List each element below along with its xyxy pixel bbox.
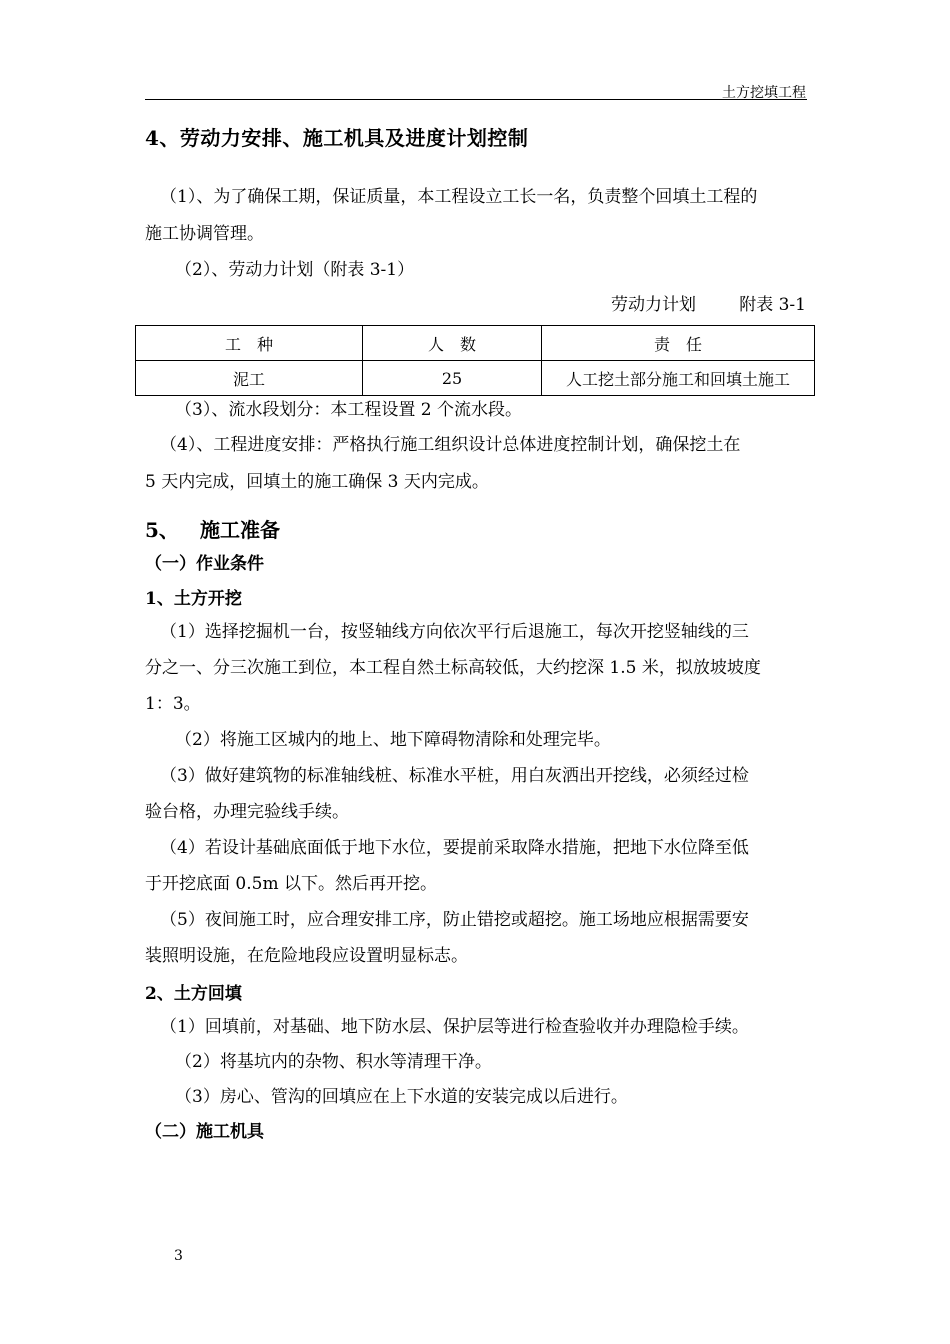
subheading-construction-tools: （二）施工机具 xyxy=(145,1122,264,1142)
excavation-line: （4）若设计基础底面低于地下水位，要提前采取降水措施，把地下水位降至低 xyxy=(160,838,749,858)
backfill-line: （2）将基坑内的杂物、积水等清理干净。 xyxy=(175,1052,492,1072)
table-cell: 人工挖土部分施工和回填土施工 xyxy=(542,361,815,396)
excavation-line: （2）将施工区城内的地上、地下障碍物清除和处理完毕。 xyxy=(175,730,611,750)
backfill-line: （1）回填前，对基础、地下防水层、保护层等进行检查验收并办理隐检手续。 xyxy=(160,1017,749,1037)
s4-p1-line1: （1）、为了确保工期，保证质量，本工程设立工长一名，负责整个回填土工程的 xyxy=(160,187,758,207)
subheading-work-conditions: （一）作业条件 xyxy=(145,554,264,574)
s4-p4-line2: 5 天内完成，回填土的施工确保 3 天内完成。 xyxy=(145,472,489,492)
table-cell: 25 xyxy=(363,361,542,396)
section4-heading: 4、劳动力安排、施工机具及进度计划控制 xyxy=(145,126,529,150)
item-title-excavation: 1、土方开挖 xyxy=(145,589,242,609)
page-number: 3 xyxy=(174,1248,183,1264)
s4-p4-line1: （4）、工程进度安排：严格执行施工组织设计总体进度控制计划，确保挖土在 xyxy=(160,435,741,455)
s4-p1-line2: 施工协调管理。 xyxy=(145,224,264,244)
s4-p3: （3）、流水段划分：本工程设置 2 个流水段。 xyxy=(175,400,522,420)
excavation-line: 1：3。 xyxy=(145,694,201,714)
excavation-line: 于开挖底面 0.5m 以下。然后再开挖。 xyxy=(145,874,437,894)
item-title-backfill: 2、土方回填 xyxy=(145,984,242,1004)
labor-plan-table xyxy=(135,325,815,396)
table-caption: 劳动力计划 附表 3-1 xyxy=(610,295,806,315)
table-header-cell: 责 任 xyxy=(542,326,815,361)
table-cell: 泥工 xyxy=(136,361,363,396)
page-header-title: 土方挖填工程 xyxy=(722,85,806,101)
section5-heading-text: 施工准备 xyxy=(200,518,280,542)
excavation-line: 验台格，办理完验线手续。 xyxy=(145,802,349,822)
header-rule xyxy=(145,99,807,100)
excavation-line: （5）夜间施工时，应合理安排工序，防止错挖或超挖。施工场地应根据需要安 xyxy=(160,910,749,930)
excavation-line: （1）选择挖掘机一台，按竖轴线方向依次平行后退施工，每次开挖竖轴线的三 xyxy=(160,622,749,642)
s4-p2: （2）、劳动力计划（附表 3-1） xyxy=(175,260,415,280)
table-header-row xyxy=(136,326,815,361)
backfill-line: （3）房心、管沟的回填应在上下水道的安装完成以后进行。 xyxy=(175,1087,628,1107)
excavation-line: （3）做好建筑物的标准轴线桩、标准水平桩，用白灰洒出开挖线，必须经过检 xyxy=(160,766,749,786)
table-header-cell: 人 数 xyxy=(363,326,542,361)
table-row xyxy=(136,361,815,396)
section5-heading-number: 5、 xyxy=(145,518,179,542)
excavation-line: 装照明设施，在危险地段应设置明显标志。 xyxy=(145,946,468,966)
table-header-cell: 工 种 xyxy=(136,326,363,361)
excavation-line: 分之一、分三次施工到位，本工程自然土标高较低，大约挖深 1.5 米，拟放坡坡度 xyxy=(145,658,761,678)
